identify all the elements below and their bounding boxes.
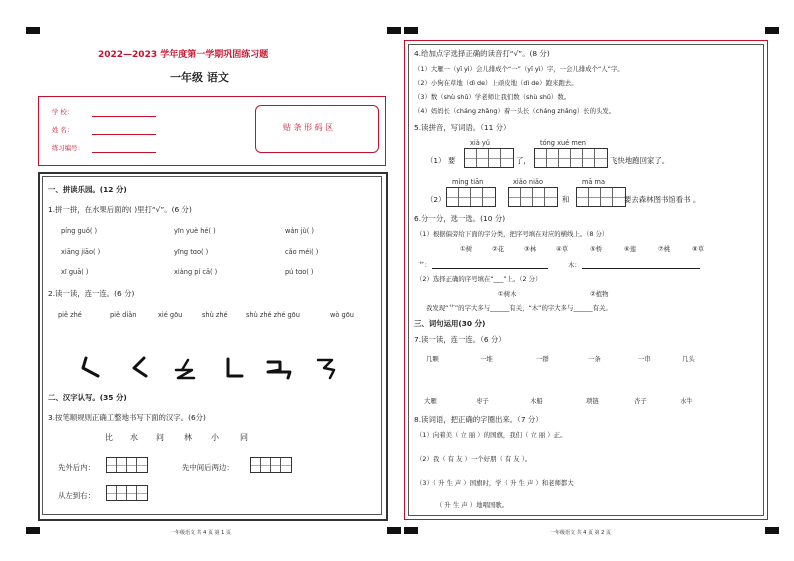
left-footer: 一年级语文 共 4 页 第 1 页 xyxy=(170,530,231,536)
q8-line: （ 升 生 声 ）地唱国歌。 xyxy=(436,501,509,509)
subject-title: 一年级 语文 xyxy=(170,71,229,84)
q7-bottom-word[interactable]: 枣子 xyxy=(476,397,489,405)
id-label: 练习编号： xyxy=(52,144,84,152)
section-1-heading: 一、拼读乐园。(12 分) xyxy=(48,185,127,194)
q3-prompt: 3.按笔顺规则正确工整地书写下面的汉字。(6分) xyxy=(48,413,206,422)
pinyin: xiǎo niǎo xyxy=(513,178,543,186)
stroke-pie-dian-icon[interactable] xyxy=(130,356,152,380)
q6-prompt: 6.分一分，选一选。(10 分) xyxy=(414,214,506,223)
q1-item: xiàng pí cā( ) xyxy=(174,268,218,276)
q4-line: （1）大雁一（yī yì）会儿排成个“一”（yī yì）字，一会儿排成个“人”字。 xyxy=(414,65,624,73)
answer-grid[interactable] xyxy=(576,187,626,207)
q6-1-prompt: （1）根据偏旁给下面的字分类，把序号填在对应的横线上。（8 分） xyxy=(416,230,609,238)
q3-rule-label: 从左到右： xyxy=(58,491,95,500)
q3-char: 问 xyxy=(156,433,164,442)
q6-2-option: ②植物 xyxy=(590,290,609,298)
q1-item: píng guǒ( ) xyxy=(61,227,98,235)
q7-bottom-word[interactable]: 大雁 xyxy=(424,397,437,405)
q6-answer-line[interactable] xyxy=(582,268,700,269)
q7-bottom-word[interactable]: 项链 xyxy=(586,397,599,405)
q5-text: 和 xyxy=(562,195,570,204)
q3-rule-label: 先中间后两边： xyxy=(182,463,234,472)
q3-char: 林 xyxy=(184,433,192,442)
q7-prompt: 7.读一读，连一连。（6 分） xyxy=(414,335,506,344)
stroke-name: wò gōu xyxy=(330,311,354,319)
q3-rule-label: 先外后内： xyxy=(58,463,95,472)
q3-char: 同 xyxy=(240,433,248,442)
q6-option: ④草 xyxy=(556,245,569,253)
registration-mark xyxy=(765,527,779,534)
q7-top-word[interactable]: 几颗 xyxy=(426,355,439,363)
q4-prompt: 4.给加点字选择正确的读音打“√”。(8 分) xyxy=(414,49,550,58)
writing-grid[interactable] xyxy=(106,457,148,473)
q6-answer-line[interactable] xyxy=(432,268,548,269)
q8-line: （1）向着美（ 立 丽 ）的国旗，我们（ 立 丽 ）正。 xyxy=(416,431,567,439)
q1-item: cǎo méi( ) xyxy=(285,248,319,256)
stroke-zhe-icon[interactable] xyxy=(172,356,198,380)
writing-grid[interactable] xyxy=(106,485,148,501)
stroke-name: piě zhé xyxy=(58,311,82,319)
q6-2-option: ①树木 xyxy=(498,290,517,298)
q5-text: 要去森林图书馆看书 。 xyxy=(624,195,701,204)
registration-mark xyxy=(387,527,401,534)
q4-line: （4）妈妈长（cháng zhǎng）着一头长（cháng zhǎng）长的头发。 xyxy=(414,107,616,115)
q6-category-label: 艹： xyxy=(418,261,431,269)
q7-bottom-word[interactable]: 杏子 xyxy=(634,397,647,405)
q7-top-word[interactable]: 几头 xyxy=(682,355,695,363)
answer-grid[interactable] xyxy=(508,187,558,207)
registration-mark xyxy=(404,27,418,34)
section-2-heading: 二、汉字认写。(35 分) xyxy=(48,393,127,402)
q5-text: （2） xyxy=(426,195,446,204)
pinyin: mā ma xyxy=(582,178,606,186)
q1-item: yīng tɑo( ) xyxy=(174,248,209,256)
writing-grid[interactable] xyxy=(250,457,292,473)
q5-prompt: 5.读拼音，写词语。（11 分） xyxy=(414,123,511,132)
q1-item: pú tɑo( ) xyxy=(285,268,314,276)
q6-option: ①树 xyxy=(460,245,473,253)
registration-mark xyxy=(765,27,779,34)
q5-text: 了， xyxy=(516,156,531,165)
q3-char: 小 xyxy=(211,433,219,442)
stroke-pie-zhe-icon[interactable] xyxy=(80,356,102,380)
q1-item: yīn yuè hé( ) xyxy=(174,227,216,235)
q4-line: （3）数（shù shǔ）学老师让我们数（shù shǔ）数。 xyxy=(414,93,571,101)
q3-char: 水 xyxy=(130,433,138,442)
answer-grid[interactable] xyxy=(464,148,514,168)
q4-line: （2）小狗在草地（dì de）上顽皮地（dì de）跑来跑去。 xyxy=(414,79,578,87)
id-field[interactable] xyxy=(92,152,156,153)
q8-prompt: 8.读词语，把正确的字圈出来。（7 分） xyxy=(414,415,543,424)
q6-2-sentence: 我发现“艹”的字大多与______有关，“木”的字大多与______有关。 xyxy=(426,304,612,312)
registration-mark xyxy=(404,527,418,534)
q8-line: （2）我（ 有 友 ）一个好朋（ 有 友 ）。 xyxy=(416,455,532,463)
q6-option: ⑥莲 xyxy=(624,245,637,253)
stroke-wo-gou-icon[interactable] xyxy=(314,356,338,380)
school-label: 学 校： xyxy=(52,108,74,116)
stroke-name: xié gōu xyxy=(158,311,183,319)
q7-bottom-word[interactable]: 水牛 xyxy=(680,397,693,405)
stroke-shu-zhe-icon[interactable] xyxy=(222,356,246,380)
q1-item: xī guā( ) xyxy=(61,268,89,276)
section-3-heading: 三、词句运用(30 分) xyxy=(414,319,486,328)
q3-char: 比 xyxy=(105,433,113,442)
pinyin: míng tiān xyxy=(452,178,484,186)
q7-top-word[interactable]: 一条 xyxy=(588,355,601,363)
q8-line: （3）（ 升 生 声 ）国旗时，学（ 升 生 声 ）和老师都大 xyxy=(416,479,574,487)
q6-option: ②花 xyxy=(492,245,505,253)
q1-prompt: 1.拼一拼，在水果后面的( )里打“√”。(6 分) xyxy=(48,205,192,214)
stroke-name: shù zhé zhé gōu xyxy=(246,311,300,319)
q6-category-label: 木： xyxy=(568,261,581,269)
q2-prompt: 2.读一读，连一连。(6 分) xyxy=(48,289,135,298)
name-label: 姓 名： xyxy=(52,126,74,134)
registration-mark xyxy=(26,27,40,34)
stroke-name: piě diǎn xyxy=(110,311,137,319)
q6-option: ⑦桃 xyxy=(658,245,671,253)
answer-grid[interactable] xyxy=(446,187,496,207)
q7-top-word[interactable]: 一堆 xyxy=(480,355,493,363)
q6-option: ③林 xyxy=(524,245,537,253)
school-field[interactable] xyxy=(92,116,156,117)
barcode-label: 贴 条 形 码 区 xyxy=(283,123,334,132)
pinyin: tóng xué men xyxy=(540,139,586,147)
q5-text: （1） 要 xyxy=(426,156,456,165)
answer-grid[interactable] xyxy=(534,148,608,168)
q6-option: ⑧草 xyxy=(692,245,705,253)
q6-2-prompt: （2）选择正确的序号填在“___”上。（2 分） xyxy=(416,275,542,283)
q7-top-word[interactable]: 一群 xyxy=(536,355,549,363)
name-field[interactable] xyxy=(92,134,156,135)
q1-item: wán jù( ) xyxy=(285,227,314,235)
q6-option: ⑤桥 xyxy=(590,245,603,253)
right-footer: 一年级语文 共 4 页 第 2 页 xyxy=(550,530,611,536)
stroke-shu-zhe-zhe-gou-icon[interactable] xyxy=(264,356,294,380)
registration-mark xyxy=(387,27,401,34)
registration-mark xyxy=(26,527,40,534)
q1-item: xiāng jiāo( ) xyxy=(61,248,101,256)
q5-text: 飞快地跑回家了。 xyxy=(610,156,670,165)
q7-top-word[interactable]: 一串 xyxy=(638,355,651,363)
q7-bottom-word[interactable]: 木船 xyxy=(530,397,543,405)
stroke-name: shù zhé xyxy=(202,311,228,319)
pinyin: xià yǔ xyxy=(470,139,490,147)
exam-title: 2022—2023 学年度第一学期巩固练习题 xyxy=(98,50,269,60)
